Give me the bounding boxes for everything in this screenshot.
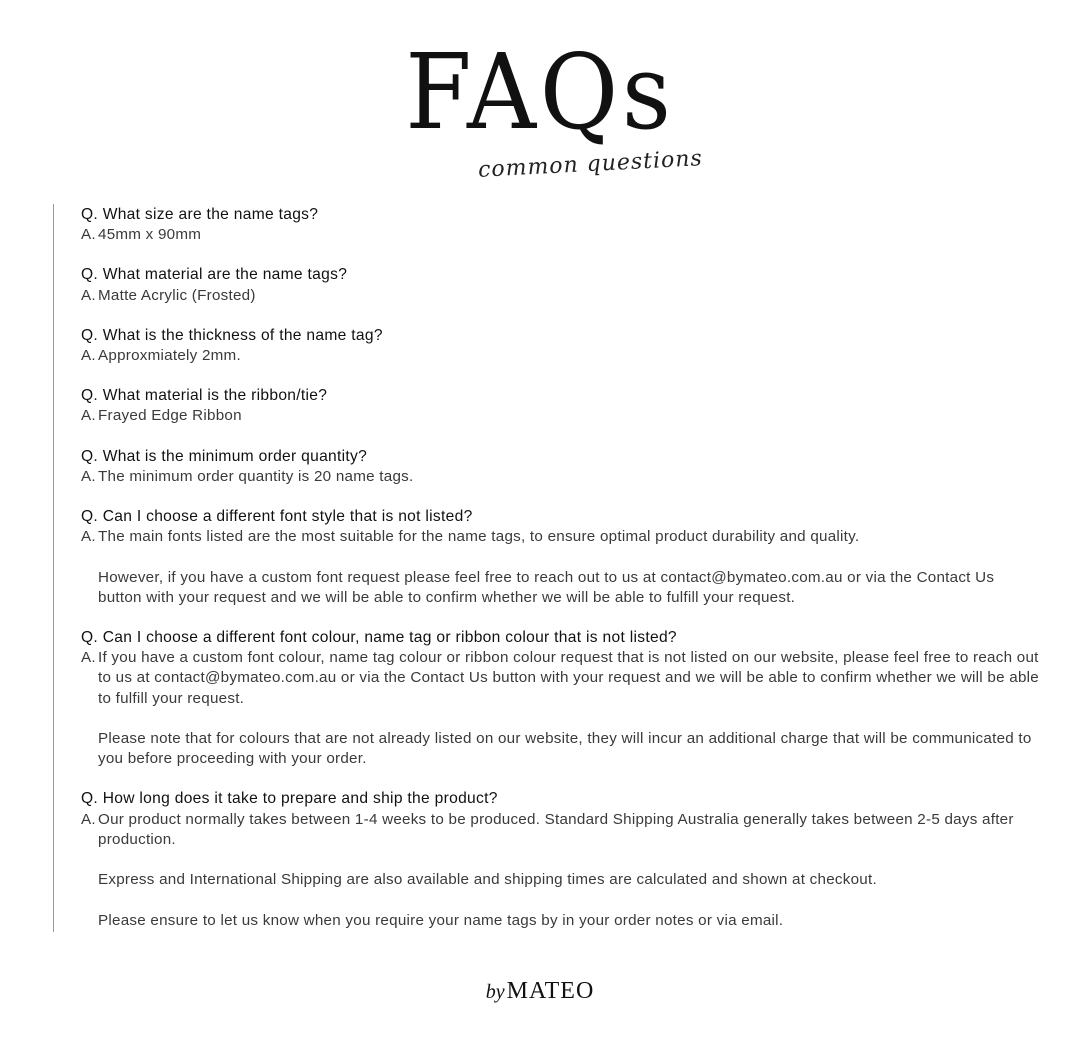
faq-answer-body: [98, 406, 1041, 426]
page-subtitle: common questions: [477, 146, 704, 183]
faq-question: Q. How long does it take to prepare and ship the product?: [81, 790, 498, 808]
faq-item: [81, 326, 1041, 366]
faq-answer-prefix: A.: [81, 407, 96, 425]
faq-item: [81, 265, 1041, 305]
faq-item: [81, 205, 1041, 245]
faq-answer-paragraph: Approxmiately 2mm.: [98, 347, 241, 365]
page-header: [0, 31, 1080, 200]
faq-item: [81, 507, 1041, 608]
faq-item: [81, 789, 1041, 930]
faq-question: Q. What material are the name tags?: [81, 266, 348, 284]
faq-answer: [81, 286, 1041, 306]
brand-logo-by: by: [485, 981, 505, 1003]
faq-question: Q. Can I choose a different font colour, name tag or ribbon colour that is not listed?: [81, 629, 677, 647]
faq-answer: [81, 810, 1041, 931]
page-title: FAQs: [405, 31, 675, 153]
faq-list: [81, 205, 1041, 951]
faq-answer-paragraph: 45mm x 90mm: [98, 226, 202, 244]
faq-answer-body: [98, 648, 1041, 769]
brand-logo: [0, 978, 1080, 1005]
faq-answer-body: [98, 527, 1041, 608]
faq-answer-prefix: A.: [81, 286, 96, 304]
faq-question: Q. What is the minimum order quantity?: [81, 447, 368, 465]
faq-answer-body: [98, 810, 1041, 931]
faq-answer: [81, 406, 1041, 426]
faq-answer-paragraph: The minimum order quantity is 20 name tags.: [98, 467, 414, 485]
faq-answer-body: [98, 286, 1041, 306]
faq-answer-paragraph: If you have a custom font colour, name tag colour or ribbon colour request that is not listed on our website, please feel free to reach out to us at contact@bymateo.com.au or via the Contact Us button with your request and we will be able to confirm whether we will be able to fulfill your request.: [98, 649, 1039, 707]
faq-answer-paragraph: However, if you have a custom font request please feel free to reach out to us at contact@bymateo.com.au or via the Contact Us button with your request and we will be able to confirm whether we will be able to fulfill your request.: [98, 568, 995, 606]
brand-logo-name: MATEO: [506, 978, 595, 1004]
faq-answer-prefix: A.: [81, 347, 96, 365]
faq-answer-paragraph: Express and International Shipping are also available and shipping times are calculated and shown at checkout.: [98, 871, 877, 889]
faq-answer-paragraph: Please ensure to let us know when you require your name tags by in your order notes or via email.: [98, 911, 784, 929]
faq-question: Q. What size are the name tags?: [81, 206, 319, 223]
faq-answer: [81, 648, 1041, 769]
faq-answer-paragraph: The main fonts listed are the most suitable for the name tags, to ensure optimal product durability and quality.: [98, 528, 860, 546]
faq-answer-prefix: A.: [81, 528, 96, 546]
faq-item: [81, 628, 1041, 769]
faq-answer-paragraph: Please note that for colours that are not already listed on our website, they will incur an additional charge that will be communicated to you before proceeding with your order.: [98, 730, 1032, 768]
faq-answer-body: [98, 467, 1041, 487]
faq-answer: [81, 225, 1041, 245]
faq-question: Q. Can I choose a different font style that is not listed?: [81, 508, 473, 526]
faq-question: Q. What material is the ribbon/tie?: [81, 387, 328, 405]
faq-item: [81, 386, 1041, 426]
faq-answer-body: [98, 225, 1041, 245]
faq-answer-prefix: A.: [81, 467, 96, 485]
faq-answer-paragraph: Matte Acrylic (Frosted): [98, 286, 256, 304]
faq-question: Q. What is the thickness of the name tag?: [81, 326, 383, 344]
faq-answer-prefix: A.: [81, 810, 96, 828]
faq-answer-prefix: A.: [81, 226, 96, 244]
faq-answer-prefix: A.: [81, 649, 96, 667]
faq-answer-body: [98, 346, 1041, 366]
faq-answer-paragraph: Our product normally takes between 1-4 weeks to be produced. Standard Shipping Australia generally takes between 2-5 days after production.: [98, 810, 1014, 848]
faq-answer: [81, 527, 1041, 608]
faq-item: [81, 447, 1041, 487]
faq-answer: [81, 346, 1041, 366]
left-divider-line: [53, 204, 54, 932]
faq-answer: [81, 467, 1041, 487]
faq-answer-paragraph: Frayed Edge Ribbon: [98, 407, 242, 425]
